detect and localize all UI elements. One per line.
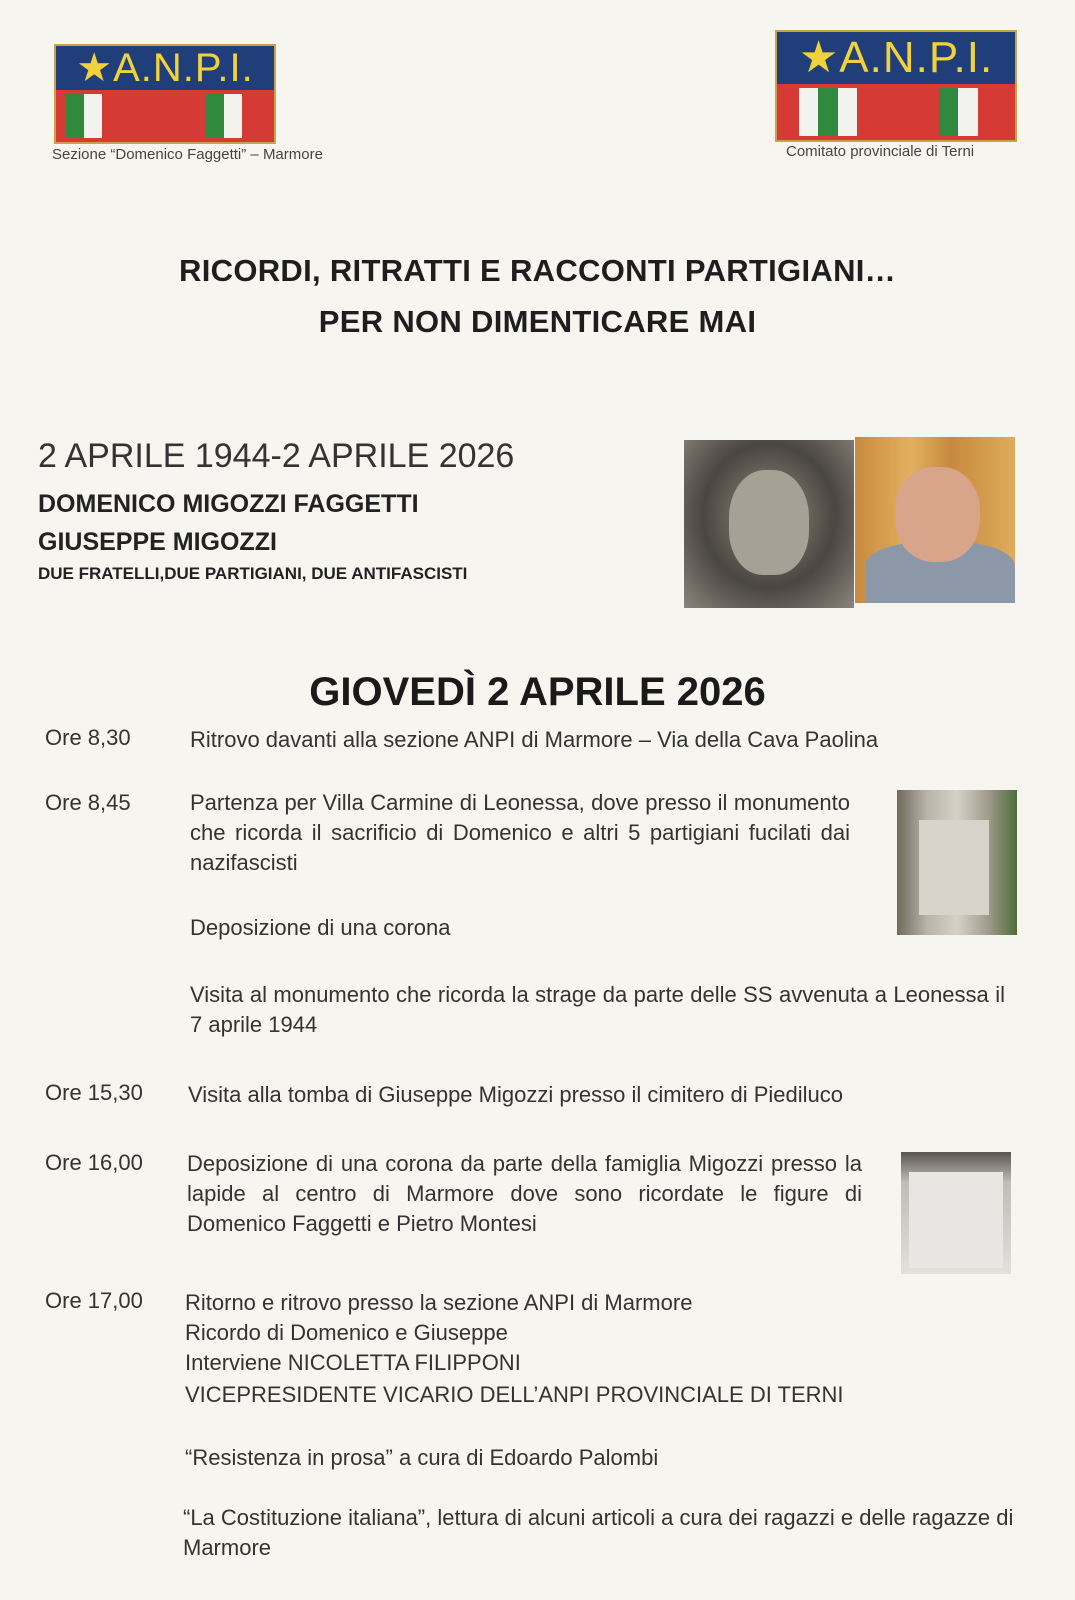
title-line-1: RICORDI, RITRATTI E RACCONTI PARTIGIANI… bbox=[179, 253, 896, 288]
schedule-item-3: Visita alla tomba di Giuseppe Migozzi presso il cimitero di Piediluco bbox=[188, 1082, 844, 1107]
event-day: GIOVEDÌ 2 APRILE 2026 bbox=[309, 670, 766, 714]
time-2: Ore 8,45 bbox=[45, 790, 131, 815]
anpi-logo-left bbox=[54, 44, 276, 144]
anniversary-dates: 2 APRILE 1944-2 APRILE 2026 bbox=[38, 437, 515, 475]
schedule-item-2-wreath: Deposizione di una corona bbox=[190, 915, 451, 940]
logo-caption-right: Comitato provinciale di Terni bbox=[786, 143, 975, 160]
partisan-name-1: DOMENICO MIGOZZI FAGGETTI bbox=[38, 490, 419, 518]
schedule-item-2-visit: Visita al monumento che ricorda la strage da parte delle SS avvenuta a Leonessa il 7 aprile 1944 bbox=[190, 982, 1005, 1037]
schedule-item-5-line-2: Ricordo di Domenico e Giuseppe bbox=[185, 1320, 508, 1345]
time-5: Ore 17,00 bbox=[45, 1288, 143, 1313]
schedule-item-4: Deposizione di una corona da parte della famiglia Migozzi presso la lapide al centro di Marmore dove sono ricordate le figure di Domenico Faggetti e Pietro Montesi bbox=[187, 1151, 862, 1236]
anniversary-subtitle: DUE FRATELLI,DUE PARTIGIANI, DUE ANTIFASCISTI bbox=[38, 564, 468, 583]
schedule-item-2: Partenza per Villa Carmine di Leonessa, dove presso il monumento che ricorda il sacrificio di Domenico e altri 5 partigiani fucilati dai nazifascisti bbox=[190, 790, 850, 875]
time-1: Ore 8,30 bbox=[45, 725, 131, 750]
schedule-item-5-line-3: Interviene NICOLETTA FILIPPONI bbox=[185, 1350, 521, 1375]
anpi-logo-text: ★A.N.P.I. bbox=[56, 46, 274, 90]
logo-caption-left: Sezione “Domenico Faggetti” – Marmore bbox=[52, 146, 323, 163]
anpi-logo-text: ★A.N.P.I. bbox=[777, 32, 1015, 84]
schedule-item-5-line-1: Ritorno e ritrovo presso la sezione ANPI di Marmore bbox=[185, 1290, 693, 1315]
schedule-item-1: Ritrovo davanti alla sezione ANPI di Marmore – Via della Cava Paolina bbox=[190, 727, 879, 752]
schedule-item-5-constitution: “La Costituzione italiana”, lettura di alcuni articoli a cura dei ragazzi e delle ragazze di Marmore bbox=[183, 1505, 1014, 1560]
plaque-photo-marmore bbox=[901, 1152, 1011, 1274]
anpi-logo-right bbox=[775, 30, 1017, 142]
schedule-item-5-prose: “Resistenza in prosa” a cura di Edoardo Palombi bbox=[185, 1445, 659, 1470]
partisan-name-2: GIUSEPPE MIGOZZI bbox=[38, 528, 277, 556]
monument-photo-leonessa bbox=[897, 790, 1017, 935]
portrait-giuseppe bbox=[855, 437, 1015, 603]
title-line-2: PER NON DIMENTICARE MAI bbox=[318, 304, 757, 339]
time-3: Ore 15,30 bbox=[45, 1080, 143, 1105]
portrait-domenico bbox=[684, 440, 854, 608]
schedule-item-5-line-4: VICEPRESIDENTE VICARIO DELL’ANPI PROVINCIALE DI TERNI bbox=[185, 1382, 844, 1407]
time-4: Ore 16,00 bbox=[45, 1150, 143, 1175]
